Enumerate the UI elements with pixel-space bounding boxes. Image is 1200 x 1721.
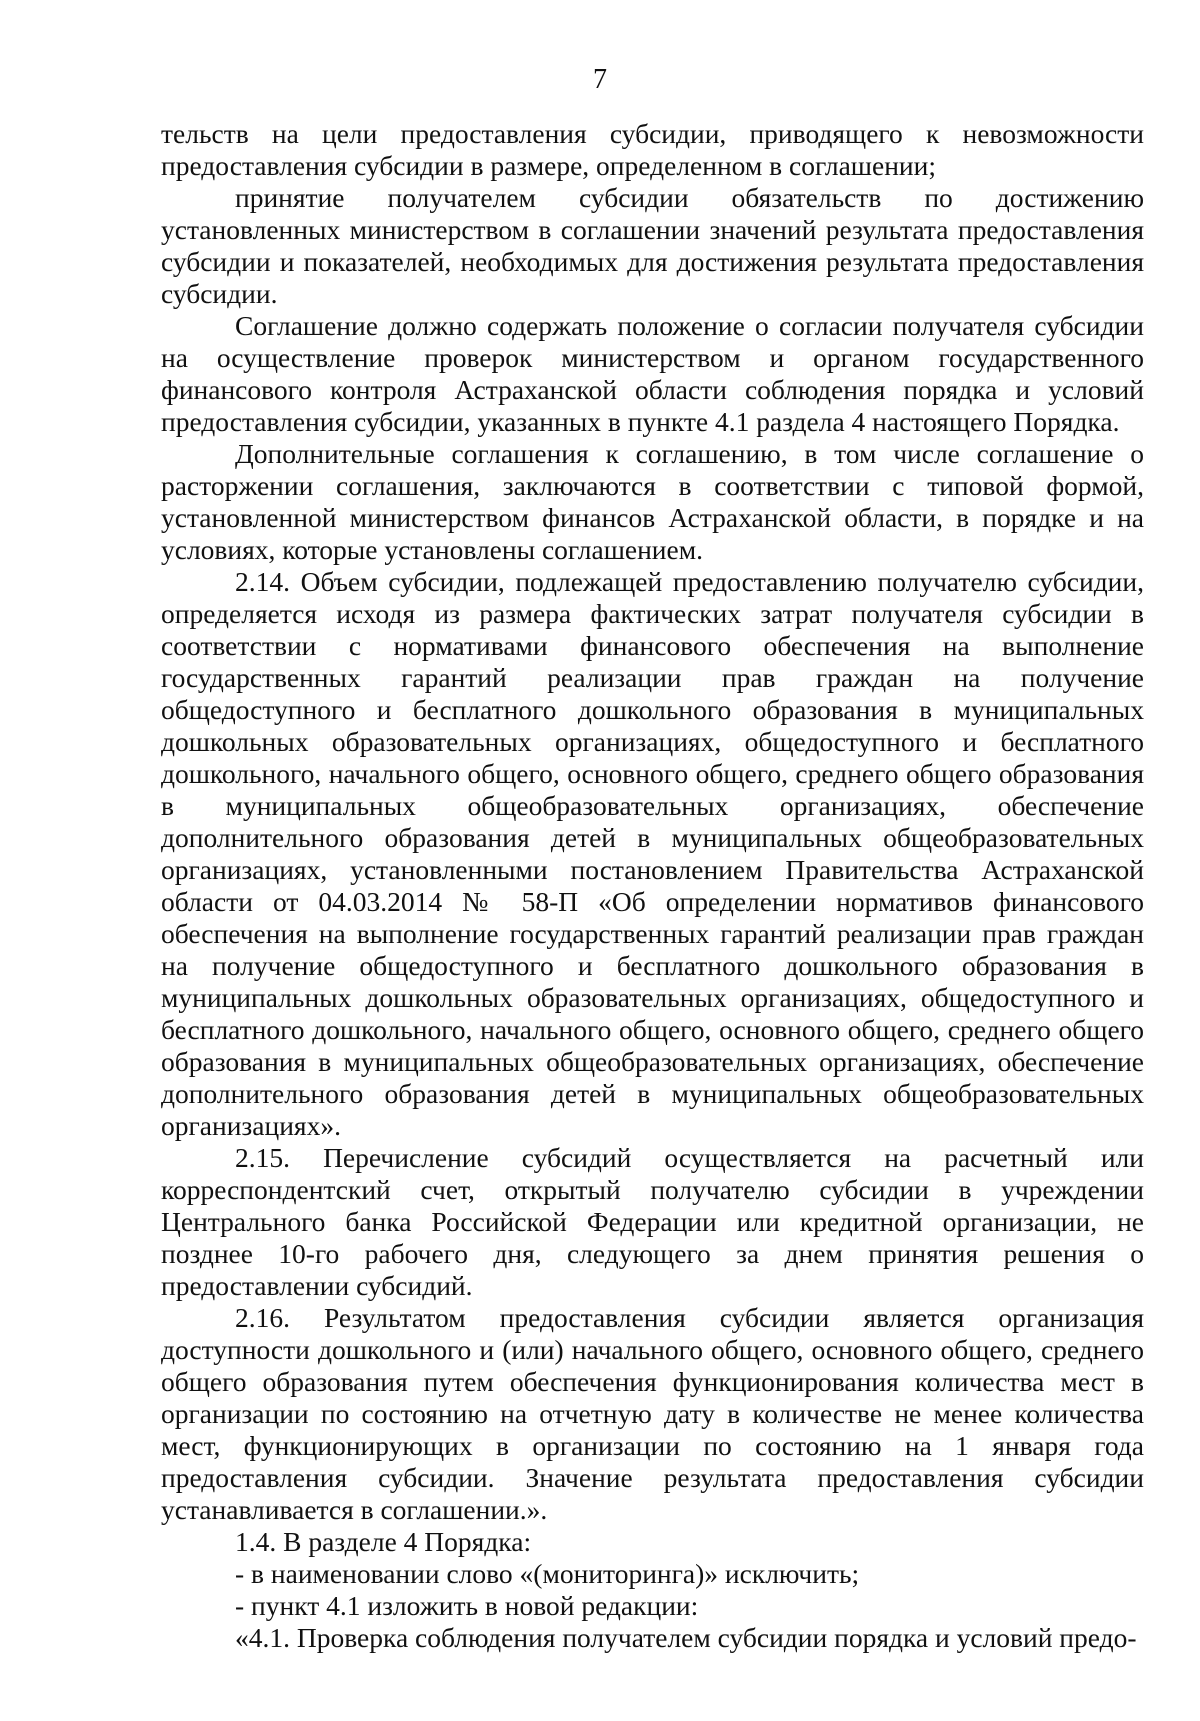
paragraph-2-15: 2.15. Перечисление субсидий осуществляется на расчетный или корреспондентский счет, открытый получателю субсидии в учреждении Центрального банка Российской Федерации или кредитной организации, не позднее 10-го рабочего дня, следующего за днем принятия решения о предоставлении субсидий. [161, 1142, 1144, 1301]
paragraph: тельств на цели предоставления субсидии, приводящего к невозможности предоставления субсидии в размере, определенном в соглашении; [161, 118, 1144, 181]
list-item: - пункт 4.1 изложить в новой редакции: [235, 1590, 699, 1621]
paragraph-4-1: «4.1. Проверка соблюдения получателем субсидии порядка и условий предо- [235, 1622, 1137, 1653]
paragraph: Соглашение должно содержать положение о согласии получателя субсидии на осуществление проверок министерством и органом государственного финансового контроля Астраханской области соблюдения порядка и условий предоставления субсидии, указанных в пункте 4.1 раздела 4 настоящего Порядка. [161, 310, 1144, 437]
paragraph: принятие получателем субсидии обязательств по достижению установленных министерством в соглашении значений результата предоставления субсидии и показателей, необходимых для достижения результата предоставления субсидии. [161, 182, 1144, 309]
list-item: - в наименовании слово «(мониторинга)» исключить; [235, 1558, 860, 1589]
document-body [161, 118, 1144, 1654]
paragraph-2-16: 2.16. Результатом предоставления субсидии является организация доступности дошкольного и (или) начального общего, основного общего, среднего общего образования путем обеспечения функционирования количества мест в организации по состоянию на отчетную дату в количестве не менее количества мест, функционирующих в организации по состоянию на 1 января года предоставления субсидии. Значение результата предоставления субсидии устанавливается в соглашении.». [161, 1302, 1144, 1525]
paragraph-1-4: 1.4. В разделе 4 Порядка: [235, 1526, 532, 1557]
paragraph: Дополнительные соглашения к соглашению, в том числе соглашение о расторжении соглашения, заключаются в соответствии с типовой формой, установленной министерством финансов Астраханской области, в порядке и на условиях, которые установлены соглашением. [161, 438, 1144, 565]
paragraph-2-14: 2.14. Объем субсидии, подлежащей предоставлению получателю субсидии, определяется исходя из размера фактических затрат получателя субсидии в соответствии с нормативами финансового обеспечения на выполнение государственных гарантий реализации прав граждан на получение общедоступного и бесплатного дошкольного образования в муниципальных дошкольных образовательных организациях, общедоступного и бесплатного дошкольного, начального общего, основного общего, среднего общего образования в муниципальных общеобразовательных организациях, обеспечение дополнительного образования детей в муниципальных общеобразовательных организациях, установленными постановлением Правительства Астраханской области от 04.03.2014 № 58-П «Об определении нормативов финансового обеспечения на выполнение государственных гарантий реализации прав граждан на получение общедоступного и бесплатного дошкольного образования в муниципальных дошкольных образовательных организациях, общедоступного и бесплатного дошкольного, начального общего, основного общего, среднего общего образования в муниципальных общеобразовательных организациях, обеспечение дополнительного образования детей в муниципальных общеобразовательных организациях». [161, 566, 1144, 1141]
page-number: 7 [593, 64, 607, 95]
